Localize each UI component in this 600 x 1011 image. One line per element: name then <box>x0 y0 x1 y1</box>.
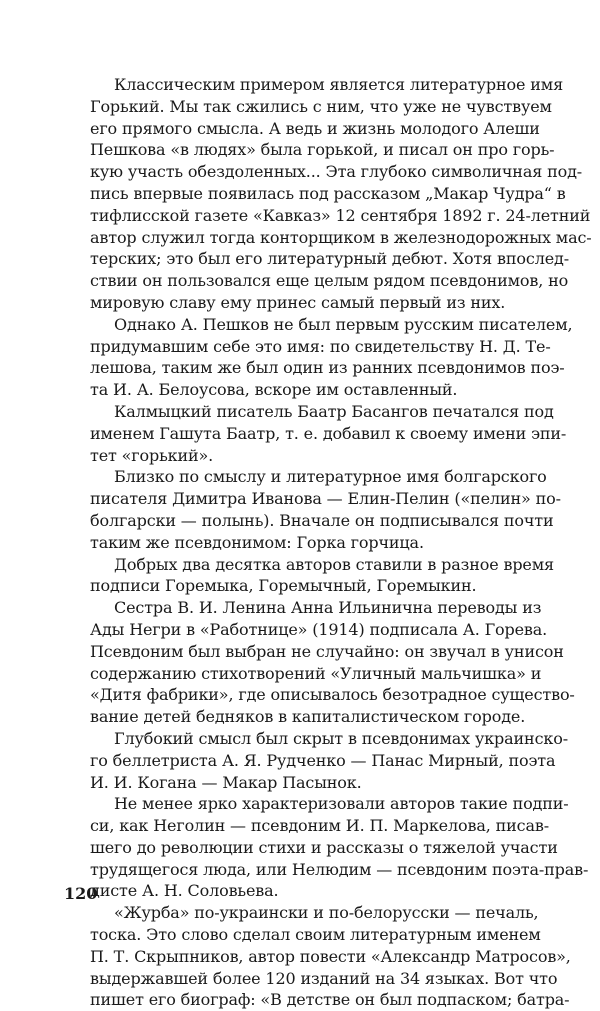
text-line: «Дитя фабрики», где описывалось безотрадное существо- <box>90 685 575 705</box>
text-line: пишет его биограф: «В детстве он был подпаском; батра- <box>90 990 570 1010</box>
text-line: ствии он пользовался еще целым рядом псевдонимов, но <box>90 271 569 291</box>
text-line: пись впервые появилась под рассказом „Макар Чудра“ в <box>90 183 566 203</box>
text-line: тоска. Это слово сделал своим литературным именем <box>90 925 541 945</box>
text-line: таким же псевдонимом: Горка горчица. <box>90 532 424 552</box>
text-block <box>90 74 592 1011</box>
text-line: Добрых два десятка авторов ставили в разное время <box>114 554 554 574</box>
text-line: Классическим примером является литературное имя <box>114 75 564 94</box>
text-line: Близко по смыслу и литературное имя болгарского <box>114 467 547 487</box>
text-line: «Журба» по-украински и по-белорусски — печаль, <box>114 903 539 923</box>
text-line: Псевдоним был выбран не случайно: он звучал в унисон <box>90 641 564 661</box>
text-line: его прямого смысла. А ведь и жизнь молодого Алеши <box>90 118 540 138</box>
text-line: именем Гашута Баатр, т. е. добавил к своему имени эпи- <box>90 423 567 443</box>
text-line: И. И. Когана — Макар Пасынок. <box>90 772 362 792</box>
text-line: Однако А. Пешков не был первым русским писателем, <box>114 314 573 334</box>
text-line: П. Т. Скрыпников, автор повести «Александр Матросов», <box>90 946 571 966</box>
text-line: тифлисской газете «Кавказ» 12 сентября 1892 г. 24-летний <box>90 205 591 225</box>
text-line: дисте А. Н. Соловьева. <box>90 881 279 901</box>
text-line: тет «горький». <box>90 445 214 465</box>
text-line: Калмыцкий писатель Баатр Басангов печатался под <box>114 401 554 421</box>
text-line: Не менее ярко характеризовали авторов такие подпи- <box>114 794 569 814</box>
text-line: си, как Неголин — псевдоним И. П. Маркелова, писав- <box>90 816 549 836</box>
text-line: подписи Горемыка, Горемычный, Горемыкин. <box>90 576 477 596</box>
text-line: та И. А. Белоусова, вскоре им оставленный. <box>90 380 458 400</box>
text-line: мировую славу ему принес самый первый из них. <box>90 292 506 312</box>
text-line: терских; это был его литературный дебют. Хотя впослед- <box>90 249 570 269</box>
text-line: шего до революции стихи и рассказы о тяжелой участи <box>90 837 558 857</box>
text-line: вание детей бедняков в капиталистическом городе. <box>90 707 526 727</box>
text-line: Горький. Мы так сжились с ним, что уже не чувствуем <box>90 96 552 116</box>
text-line: Ады Негри в «Работнице» (1914) подписала А. Горева. <box>90 619 548 639</box>
text-line: выдержавшей более 120 изданий на 34 языках. Вот что <box>90 968 558 988</box>
text-line: го беллетриста А. Я. Рудченко — Панас Мирный, поэта <box>90 750 556 770</box>
text-line: придумавшим себе это имя: по свидетельству Н. Д. Те- <box>90 336 551 356</box>
text-line: Сестра В. И. Ленина Анна Ильинична переводы из <box>114 598 542 618</box>
text-line: содержанию стихотворений «Уличный мальчишка» и <box>90 663 542 683</box>
text-line: кую участь обездоленных... Эта глубоко символичная под- <box>90 162 583 182</box>
text-line: Пешкова «в людях» была горькой, и писал он про горь- <box>90 140 555 160</box>
text-line: лешова, таким же был один из ранних псевдонимов поэ- <box>90 358 565 378</box>
text-line: автор служил тогда конторщиком в железнодорожных мас- <box>90 227 592 247</box>
text-line: писателя Димитра Иванова — Елин-Пелин («пелин» по- <box>90 489 561 509</box>
text-line: трудящегося люда, или Нелюдим — псевдоним поэта-прав- <box>90 859 589 879</box>
text-line: болгарски — полынь). Вначале он подписывался почти <box>90 510 554 530</box>
page-number: 120 <box>64 884 98 903</box>
text-line: Глубокий смысл был скрыт в псевдонимах украинско- <box>114 728 568 748</box>
